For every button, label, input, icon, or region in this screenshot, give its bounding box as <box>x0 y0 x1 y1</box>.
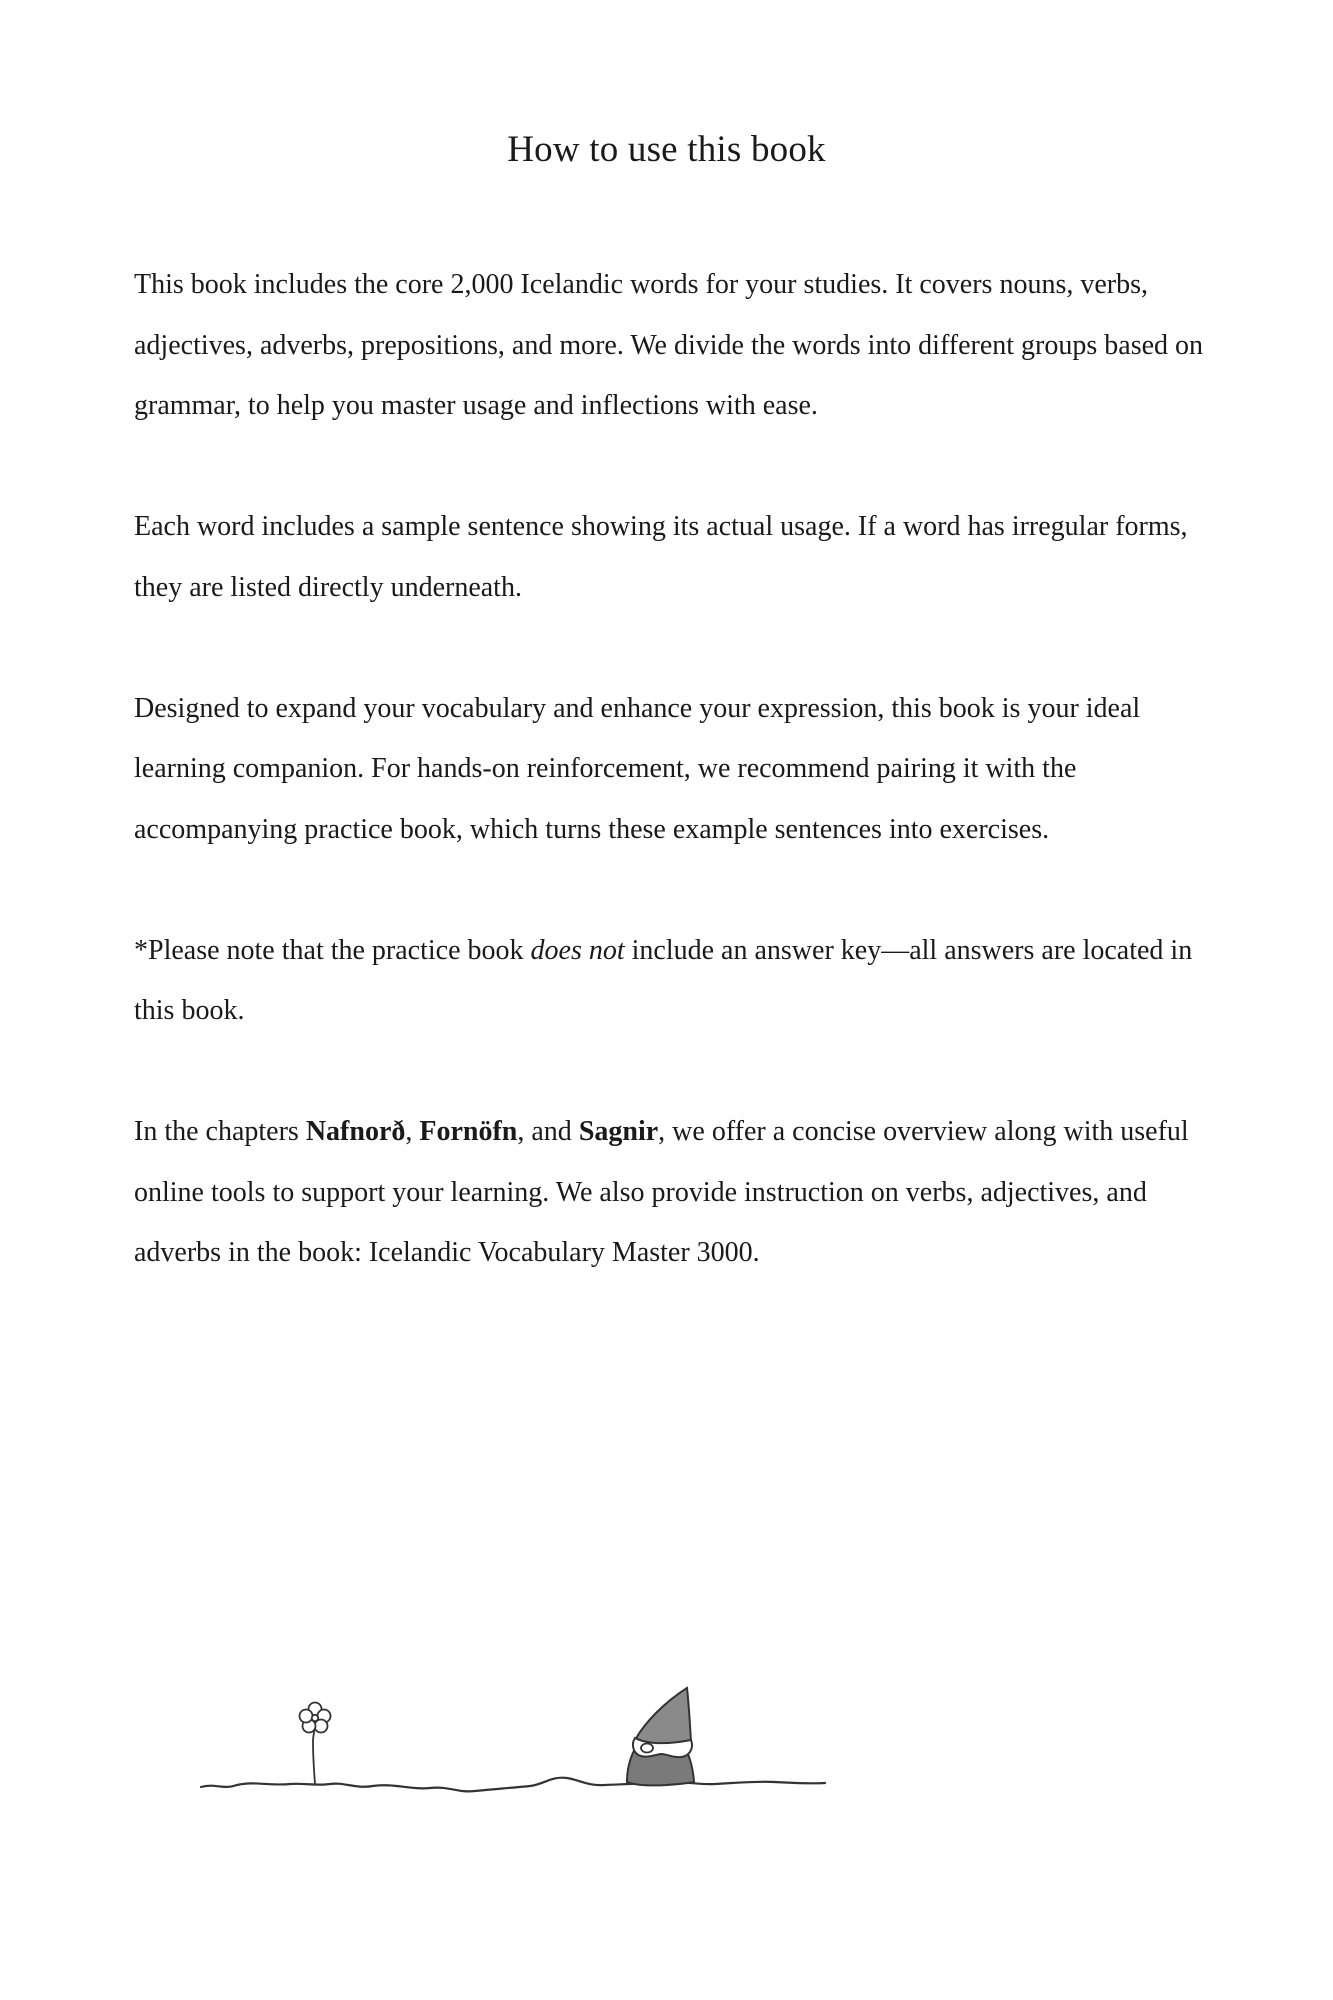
ground-line <box>201 1778 825 1792</box>
chapters-text-2: , <box>405 1116 420 1147</box>
paragraph-learning-companion: Designed to expand your vocabulary and enhance your expression, this book is your ideal learning companion. For hands-on reinforcement, we recommend pairing it with the accompanying practice book, which turns these example sentences into exercises. <box>134 692 1141 845</box>
chapters-text-3: , and <box>517 1116 579 1147</box>
note-text-before: *Please note that the practice book <box>134 934 531 966</box>
gnome-hat <box>635 1688 691 1745</box>
paragraph-answer-key-note <box>134 921 1214 1042</box>
page-title: How to use this book <box>507 129 826 170</box>
flower-icon <box>300 1703 331 1733</box>
gnome-flower-illustration <box>195 1650 835 1810</box>
chapter-name-nafnord: Nafnorð <box>305 1116 406 1147</box>
note-text-after: include an answer key—all answers are located in this book. <box>134 934 1193 1026</box>
paragraph-chapters <box>134 1102 1214 1284</box>
paragraph-intro: This book includes the core 2,000 Icelandic words for your studies. It covers nouns, verbs, adjectives, adverbs, prepositions, and more. We divide the words into different groups based on grammar, to help you master usage and inflections with ease. <box>134 269 1204 421</box>
paragraph-sample-sentences: Each word includes a sample sentence showing its actual usage. If a word has irregular forms, they are listed directly underneath. <box>134 511 1188 603</box>
chapters-text-1: In the chapters <box>134 1116 306 1147</box>
gnome-nose <box>641 1744 653 1753</box>
chapter-name-fornofn: Fornöfn <box>419 1116 518 1147</box>
body-text <box>134 255 1214 1344</box>
chapter-name-sagnir: Sagnir <box>578 1116 659 1147</box>
flower-stem <box>313 1728 315 1784</box>
note-emphasis: does not <box>530 934 625 966</box>
chapters-text-4: , we offer a concise overview along with useful online tools to support your learning. We also provide instruction on verbs, adjectives, and adverbs in the book: Icelandic Vocabulary Master 3000. <box>134 1116 1189 1268</box>
